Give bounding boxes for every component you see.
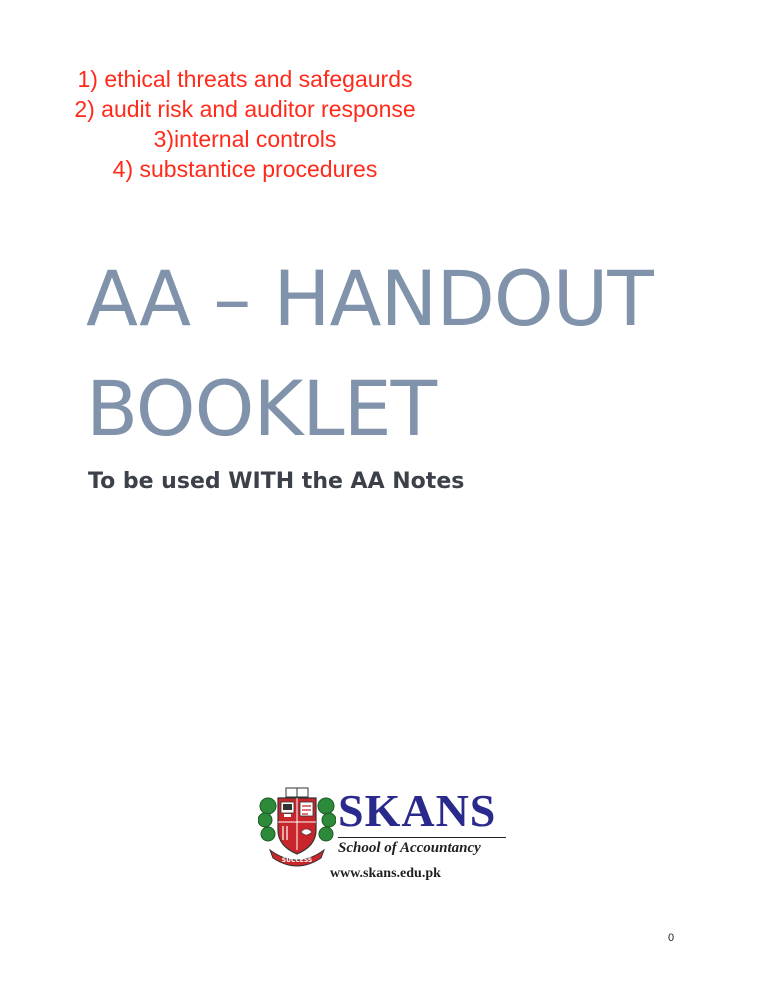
crest-ribbon-text: SUCCESS: [281, 857, 313, 864]
page-number: 0: [668, 932, 675, 944]
brand-name: SKANS: [338, 785, 497, 836]
topic-item: 3)internal controls: [153, 126, 337, 152]
topic-list: [0, 64, 490, 184]
title-line-2: BOOKLET: [86, 364, 437, 453]
topic-item: 1) ethical threats and safegaurds: [77, 66, 413, 92]
document-subtitle: To be used WITH the AA Notes: [88, 469, 465, 494]
crest-icon: [258, 784, 336, 868]
skans-logo: [258, 784, 518, 884]
school-name: School of Accountancy: [338, 840, 481, 856]
brand-divider: [338, 837, 506, 838]
title-line-1: AA – HANDOUT: [86, 254, 653, 343]
topic-item: 2) audit risk and auditor response: [74, 96, 416, 122]
website-url: www.skans.edu.pk: [330, 866, 441, 881]
document-title: [86, 244, 653, 464]
topic-item: 4) substantice procedures: [112, 156, 378, 182]
